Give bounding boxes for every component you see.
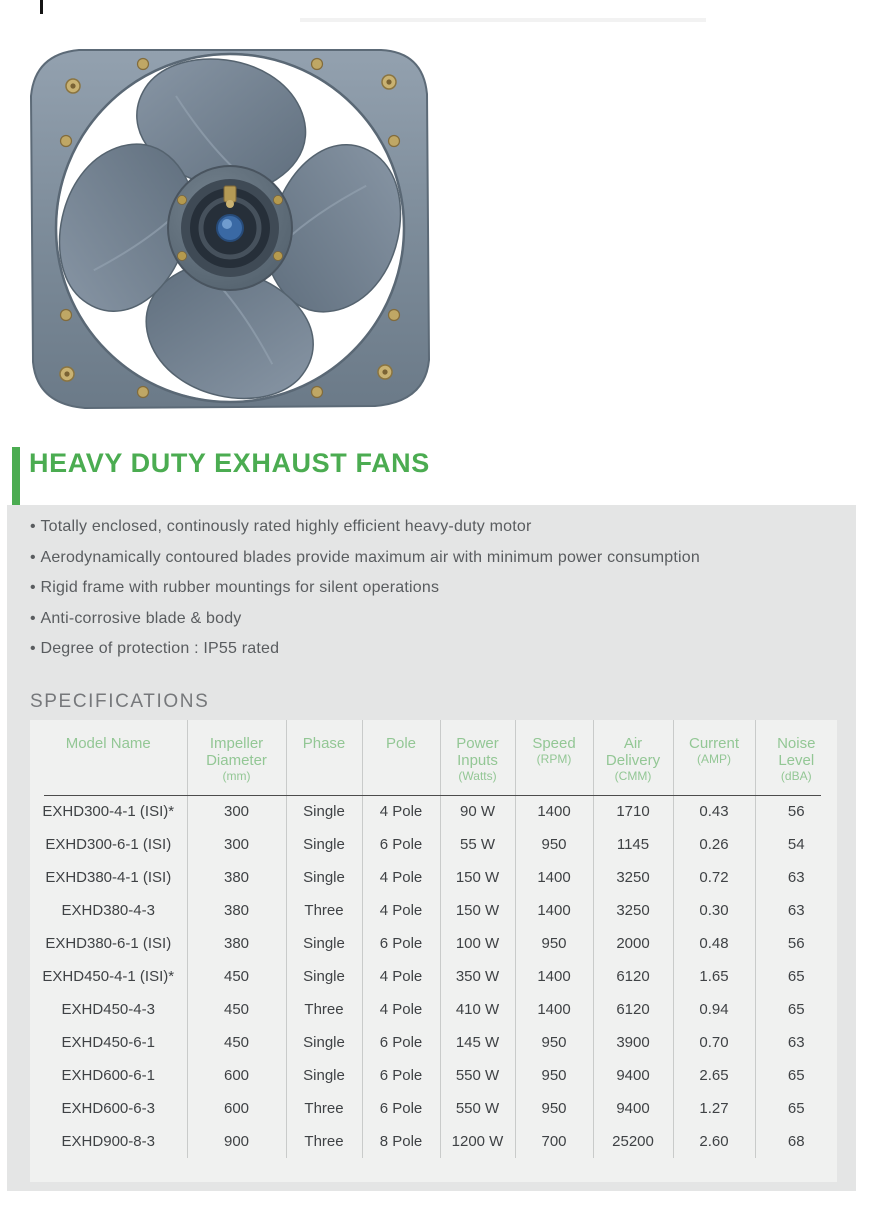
cell-air-delivery: 3900 [593,1026,673,1059]
cell-phase: Single [286,1059,362,1092]
cell-speed: 1400 [515,993,593,1026]
cell-current: 0.72 [673,861,755,894]
cell-phase: Single [286,795,362,828]
col-header-pole: Pole [362,720,440,795]
cell-power-inputs: 100 W [440,927,515,960]
cell-current: 1.65 [673,960,755,993]
cell-speed: 950 [515,828,593,861]
feature-item: • Rigid frame with rubber mountings for silent operations [30,573,700,604]
cell-impeller-diameter: 380 [187,861,286,894]
cell-pole: 4 Pole [362,795,440,828]
cell-pole: 6 Pole [362,828,440,861]
cell-air-delivery: 1710 [593,795,673,828]
cell-noise-level: 56 [787,935,805,952]
cell-model-name: EXHD380-4-3 [30,894,187,927]
content-panel [7,505,856,1191]
cell-power-inputs: 55 W [440,828,515,861]
specifications-heading: SPECIFICATIONS [30,691,210,712]
cell-speed: 1400 [515,894,593,927]
section-title-row [12,447,430,505]
col-header-noise-level: Noise Level (dBA) [777,735,816,783]
col-header-model-name: Model Name [30,720,187,795]
cell-noise-level: 65 [787,1100,805,1117]
cell-power-inputs: 410 W [440,993,515,1026]
cell-pole: 8 Pole [362,1125,440,1158]
cell-model-name: EXHD300-4-1 (ISI)* [30,795,187,828]
cell-phase: Three [286,894,362,927]
header-divider-line [44,795,821,796]
cell-speed: 1400 [515,861,593,894]
cell-speed: 1400 [515,795,593,828]
cell-pole: 4 Pole [362,993,440,1026]
exhaust-fan-image [14,30,446,430]
cell-noise-level: 63 [787,1034,805,1051]
cell-speed: 700 [515,1125,593,1158]
col-header-power-inputs: Power Inputs (Watts) [440,720,515,795]
cell-phase: Single [286,927,362,960]
cell-speed: 950 [515,1092,593,1125]
cell-model-name: EXHD300-6-1 (ISI) [30,828,187,861]
cell-phase: Three [286,1125,362,1158]
cell-pole: 6 Pole [362,1059,440,1092]
cell-impeller-diameter: 300 [187,828,286,861]
cell-phase: Single [286,960,362,993]
cell-speed: 950 [515,927,593,960]
cell-impeller-diameter: 600 [187,1092,286,1125]
table-row [30,993,837,1026]
cell-phase: Single [286,1026,362,1059]
col-header-impeller-diameter: Impeller Diameter (mm) [187,720,286,795]
cell-noise-level: 65 [787,968,805,985]
page-edge-strip [300,18,706,22]
cell-power-inputs: 550 W [440,1092,515,1125]
cell-phase: Three [286,1092,362,1125]
cell-model-name: EXHD380-4-1 (ISI) [30,861,187,894]
cell-power-inputs: 90 W [440,795,515,828]
table-row [30,1059,837,1092]
cell-power-inputs: 550 W [440,1059,515,1092]
table-row [30,1026,837,1059]
cell-power-inputs: 150 W [440,861,515,894]
cell-impeller-diameter: 380 [187,927,286,960]
col-header-air-delivery: Air Delivery (CMM) [593,720,673,795]
cell-current: 0.94 [673,993,755,1026]
table-row [30,795,837,828]
cell-current: 0.48 [673,927,755,960]
specifications-table-panel [30,720,837,1182]
cell-impeller-diameter: 600 [187,1059,286,1092]
specifications-table [30,720,837,1158]
cell-impeller-diameter: 450 [187,1026,286,1059]
feature-item: • Degree of protection : IP55 rated [30,634,700,665]
cell-phase: Three [286,993,362,1026]
cell-pole: 4 Pole [362,960,440,993]
cell-impeller-diameter: 380 [187,894,286,927]
cell-model-name: EXHD380-6-1 (ISI) [30,927,187,960]
page-title: HEAVY DUTY EXHAUST FANS [29,448,430,478]
cell-noise-level: 54 [787,836,805,853]
cell-noise-level: 56 [787,803,805,820]
cell-impeller-diameter: 300 [187,795,286,828]
cell-air-delivery: 25200 [593,1125,673,1158]
cell-model-name: EXHD450-6-1 [30,1026,187,1059]
table-row [30,960,837,993]
exhaust-fan-illustration [14,30,446,430]
cell-air-delivery: 9400 [593,1092,673,1125]
cell-model-name: EXHD600-6-1 [30,1059,187,1092]
feature-item: • Totally enclosed, continously rated highly efficient heavy-duty motor [30,512,700,543]
cell-current: 0.43 [673,795,755,828]
cell-current: 2.65 [673,1059,755,1092]
cell-current: 1.27 [673,1092,755,1125]
cell-phase: Single [286,861,362,894]
cell-air-delivery: 6120 [593,993,673,1026]
cell-model-name: EXHD450-4-1 (ISI)* [30,960,187,993]
cell-air-delivery: 2000 [593,927,673,960]
table-row [30,828,837,861]
cell-noise-level: 63 [787,902,805,919]
cell-pole: 6 Pole [362,1026,440,1059]
cell-speed: 1400 [515,960,593,993]
cell-speed: 950 [515,1059,593,1092]
cell-noise-level: 68 [787,1133,805,1150]
table-row [30,1125,837,1158]
cell-impeller-diameter: 450 [187,960,286,993]
table-row [30,894,837,927]
cell-impeller-diameter: 450 [187,993,286,1026]
title-accent-bar [12,447,20,505]
cell-air-delivery: 9400 [593,1059,673,1092]
feature-list [30,512,700,665]
cell-air-delivery: 3250 [593,861,673,894]
cell-pole: 4 Pole [362,894,440,927]
cell-pole: 4 Pole [362,861,440,894]
feature-item: • Anti-corrosive blade & body [30,604,700,635]
cell-air-delivery: 6120 [593,960,673,993]
cell-noise-level: 63 [787,869,805,886]
feature-item: • Aerodynamically contoured blades provide maximum air with minimum power consumption [30,543,700,574]
cell-noise-level: 65 [787,1001,805,1018]
table-row [30,927,837,960]
table-row [30,861,837,894]
col-header-phase: Phase [286,720,362,795]
col-header-current: Current (AMP) [673,720,755,795]
cell-impeller-diameter: 900 [187,1125,286,1158]
cell-power-inputs: 150 W [440,894,515,927]
cell-current: 0.30 [673,894,755,927]
cell-pole: 6 Pole [362,927,440,960]
cell-pole: 6 Pole [362,1092,440,1125]
spec-table-header-row [30,720,837,795]
cell-phase: Single [286,828,362,861]
cell-current: 0.26 [673,828,755,861]
cell-current: 2.60 [673,1125,755,1158]
cell-air-delivery: 1145 [593,828,673,861]
cell-speed: 950 [515,1026,593,1059]
cell-noise-level: 65 [787,1067,805,1084]
spec-table-body [30,795,837,1158]
cell-model-name: EXHD450-4-3 [30,993,187,1026]
table-row [30,1092,837,1125]
cell-model-name: EXHD600-6-3 [30,1092,187,1125]
crop-mark [40,0,43,14]
cell-model-name: EXHD900-8-3 [30,1125,187,1158]
cell-air-delivery: 3250 [593,894,673,927]
cell-power-inputs: 1200 W [440,1125,515,1158]
motor-hub [168,166,292,290]
cell-power-inputs: 145 W [440,1026,515,1059]
cell-current: 0.70 [673,1026,755,1059]
col-header-speed: Speed (RPM) [515,720,593,795]
cell-power-inputs: 350 W [440,960,515,993]
